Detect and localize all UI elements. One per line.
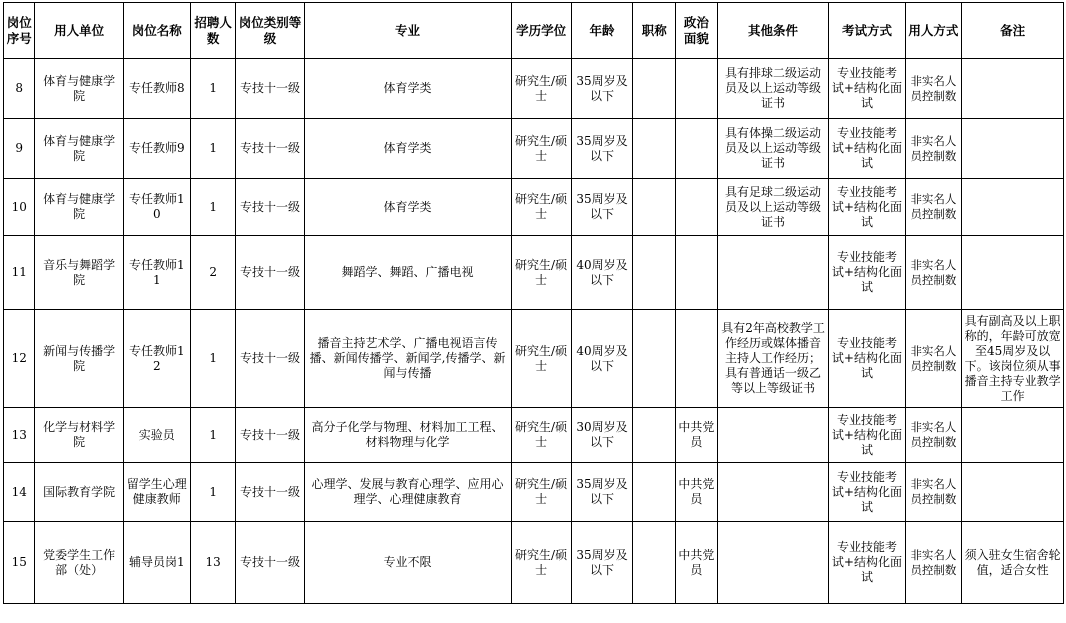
cell-degree: 研究生/硕士 <box>511 236 571 310</box>
recruitment-table-container <box>3 2 1064 604</box>
header-degree: 学历学位 <box>511 3 571 59</box>
cell-position-name: 专任教师10 <box>123 179 190 236</box>
header-position-name: 岗位名称 <box>123 3 190 59</box>
header-major: 专业 <box>304 3 511 59</box>
cell-age: 35周岁及以下 <box>571 59 633 119</box>
cell-major: 体育学类 <box>304 59 511 119</box>
cell-employment-method: 非实名人员控制数 <box>905 179 962 236</box>
header-position-no: 岗位序号 <box>4 3 35 59</box>
table-row <box>4 310 1064 408</box>
cell-other-conditions: 具有体操二级运动员及以上运动等级证书 <box>717 119 829 179</box>
cell-position-no: 10 <box>4 179 35 236</box>
table-row <box>4 59 1064 119</box>
cell-major: 专业不限 <box>304 522 511 604</box>
cell-age: 35周岁及以下 <box>571 179 633 236</box>
cell-employment-method: 非实名人员控制数 <box>905 408 962 463</box>
table-header <box>4 3 1064 59</box>
cell-degree: 研究生/硕士 <box>511 522 571 604</box>
cell-political <box>676 119 718 179</box>
cell-category-level: 专技十一级 <box>236 179 304 236</box>
table-row <box>4 463 1064 522</box>
header-employment-method: 用人方式 <box>905 3 962 59</box>
cell-title <box>633 463 676 522</box>
cell-major: 体育学类 <box>304 179 511 236</box>
cell-other-conditions: 具有排球二级运动员及以上运动等级证书 <box>717 59 829 119</box>
cell-headcount: 1 <box>190 408 236 463</box>
cell-age: 35周岁及以下 <box>571 119 633 179</box>
cell-headcount: 2 <box>190 236 236 310</box>
cell-degree: 研究生/硕士 <box>511 408 571 463</box>
cell-category-level: 专技十一级 <box>236 310 304 408</box>
cell-employment-method: 非实名人员控制数 <box>905 463 962 522</box>
cell-category-level: 专技十一级 <box>236 408 304 463</box>
cell-employer: 体育与健康学院 <box>35 179 123 236</box>
header-age: 年龄 <box>571 3 633 59</box>
header-headcount: 招聘人数 <box>190 3 236 59</box>
cell-remarks <box>962 463 1064 522</box>
cell-position-name: 专任教师8 <box>123 59 190 119</box>
header-row <box>4 3 1064 59</box>
cell-exam-method: 专业技能考试+结构化面试 <box>829 59 905 119</box>
header-category-level: 岗位类别等级 <box>236 3 304 59</box>
cell-category-level: 专技十一级 <box>236 463 304 522</box>
cell-headcount: 1 <box>190 119 236 179</box>
cell-age: 40周岁及以下 <box>571 236 633 310</box>
cell-exam-method: 专业技能考试+结构化面试 <box>829 236 905 310</box>
cell-position-name: 专任教师11 <box>123 236 190 310</box>
cell-political: 中共党员 <box>676 522 718 604</box>
cell-headcount: 13 <box>190 522 236 604</box>
cell-other-conditions <box>717 463 829 522</box>
cell-employer: 体育与健康学院 <box>35 59 123 119</box>
cell-employer: 党委学生工作部（处） <box>35 522 123 604</box>
cell-remarks <box>962 179 1064 236</box>
cell-other-conditions <box>717 408 829 463</box>
cell-political <box>676 310 718 408</box>
cell-headcount: 1 <box>190 310 236 408</box>
header-political: 政治面貌 <box>676 3 718 59</box>
recruitment-table <box>3 2 1064 604</box>
cell-position-name: 辅导员岗1 <box>123 522 190 604</box>
header-title: 职称 <box>633 3 676 59</box>
cell-headcount: 1 <box>190 59 236 119</box>
cell-exam-method: 专业技能考试+结构化面试 <box>829 522 905 604</box>
cell-age: 35周岁及以下 <box>571 463 633 522</box>
cell-position-name: 留学生心理健康教师 <box>123 463 190 522</box>
header-remarks: 备注 <box>962 3 1064 59</box>
cell-headcount: 1 <box>190 179 236 236</box>
cell-title <box>633 408 676 463</box>
cell-position-no: 12 <box>4 310 35 408</box>
cell-age: 35周岁及以下 <box>571 522 633 604</box>
cell-title <box>633 310 676 408</box>
cell-employment-method: 非实名人员控制数 <box>905 59 962 119</box>
cell-category-level: 专技十一级 <box>236 59 304 119</box>
cell-title <box>633 119 676 179</box>
cell-position-name: 实验员 <box>123 408 190 463</box>
cell-major: 心理学、发展与教育心理学、应用心理学、心理健康教育 <box>304 463 511 522</box>
cell-position-name: 专任教师9 <box>123 119 190 179</box>
table-row <box>4 236 1064 310</box>
cell-employment-method: 非实名人员控制数 <box>905 119 962 179</box>
cell-title <box>633 522 676 604</box>
cell-major: 舞蹈学、舞蹈、广播电视 <box>304 236 511 310</box>
table-row <box>4 179 1064 236</box>
cell-exam-method: 专业技能考试+结构化面试 <box>829 463 905 522</box>
cell-major: 播音主持艺术学、广播电视语言传播、新闻传播学、新闻学,传播学、新闻与传播 <box>304 310 511 408</box>
cell-political: 中共党员 <box>676 408 718 463</box>
header-other-conditions: 其他条件 <box>717 3 829 59</box>
cell-category-level: 专技十一级 <box>236 236 304 310</box>
cell-major: 体育学类 <box>304 119 511 179</box>
cell-category-level: 专技十一级 <box>236 522 304 604</box>
cell-remarks <box>962 408 1064 463</box>
cell-employment-method: 非实名人员控制数 <box>905 236 962 310</box>
cell-employer: 国际教育学院 <box>35 463 123 522</box>
cell-employer: 音乐与舞蹈学院 <box>35 236 123 310</box>
cell-title <box>633 59 676 119</box>
cell-employer: 化学与材料学院 <box>35 408 123 463</box>
cell-category-level: 专技十一级 <box>236 119 304 179</box>
cell-exam-method: 专业技能考试+结构化面试 <box>829 408 905 463</box>
cell-political <box>676 236 718 310</box>
cell-degree: 研究生/硕士 <box>511 463 571 522</box>
cell-title <box>633 236 676 310</box>
cell-remarks: 具有副高及以上职称的，年龄可放宽至45周岁及以下。该岗位须从事播音主持专业教学工作 <box>962 310 1064 408</box>
cell-employment-method: 非实名人员控制数 <box>905 522 962 604</box>
cell-employer: 体育与健康学院 <box>35 119 123 179</box>
cell-position-no: 9 <box>4 119 35 179</box>
table-row <box>4 408 1064 463</box>
cell-other-conditions <box>717 236 829 310</box>
header-employer: 用人单位 <box>35 3 123 59</box>
cell-headcount: 1 <box>190 463 236 522</box>
cell-position-no: 15 <box>4 522 35 604</box>
cell-remarks <box>962 59 1064 119</box>
table-body <box>4 59 1064 604</box>
cell-position-no: 13 <box>4 408 35 463</box>
cell-political <box>676 179 718 236</box>
cell-degree: 研究生/硕士 <box>511 119 571 179</box>
cell-exam-method: 专业技能考试+结构化面试 <box>829 310 905 408</box>
cell-employment-method: 非实名人员控制数 <box>905 310 962 408</box>
cell-other-conditions <box>717 522 829 604</box>
cell-employer: 新闻与传播学院 <box>35 310 123 408</box>
cell-degree: 研究生/硕士 <box>511 179 571 236</box>
cell-degree: 研究生/硕士 <box>511 310 571 408</box>
cell-degree: 研究生/硕士 <box>511 59 571 119</box>
cell-political: 中共党员 <box>676 463 718 522</box>
cell-remarks <box>962 236 1064 310</box>
cell-position-no: 11 <box>4 236 35 310</box>
cell-exam-method: 专业技能考试+结构化面试 <box>829 179 905 236</box>
cell-title <box>633 179 676 236</box>
cell-position-name: 专任教师12 <box>123 310 190 408</box>
table-row <box>4 119 1064 179</box>
cell-position-no: 8 <box>4 59 35 119</box>
cell-remarks: 须入驻女生宿舍轮值，适合女性 <box>962 522 1064 604</box>
cell-position-no: 14 <box>4 463 35 522</box>
cell-age: 40周岁及以下 <box>571 310 633 408</box>
cell-major: 高分子化学与物理、材料加工工程、材料物理与化学 <box>304 408 511 463</box>
cell-other-conditions: 具有足球二级运动员及以上运动等级证书 <box>717 179 829 236</box>
table-row <box>4 522 1064 604</box>
cell-other-conditions: 具有2年高校教学工作经历或媒体播音主持人工作经历；具有普通话一级乙等以上等级证书 <box>717 310 829 408</box>
cell-political <box>676 59 718 119</box>
cell-exam-method: 专业技能考试+结构化面试 <box>829 119 905 179</box>
header-exam-method: 考试方式 <box>829 3 905 59</box>
cell-remarks <box>962 119 1064 179</box>
cell-age: 30周岁及以下 <box>571 408 633 463</box>
